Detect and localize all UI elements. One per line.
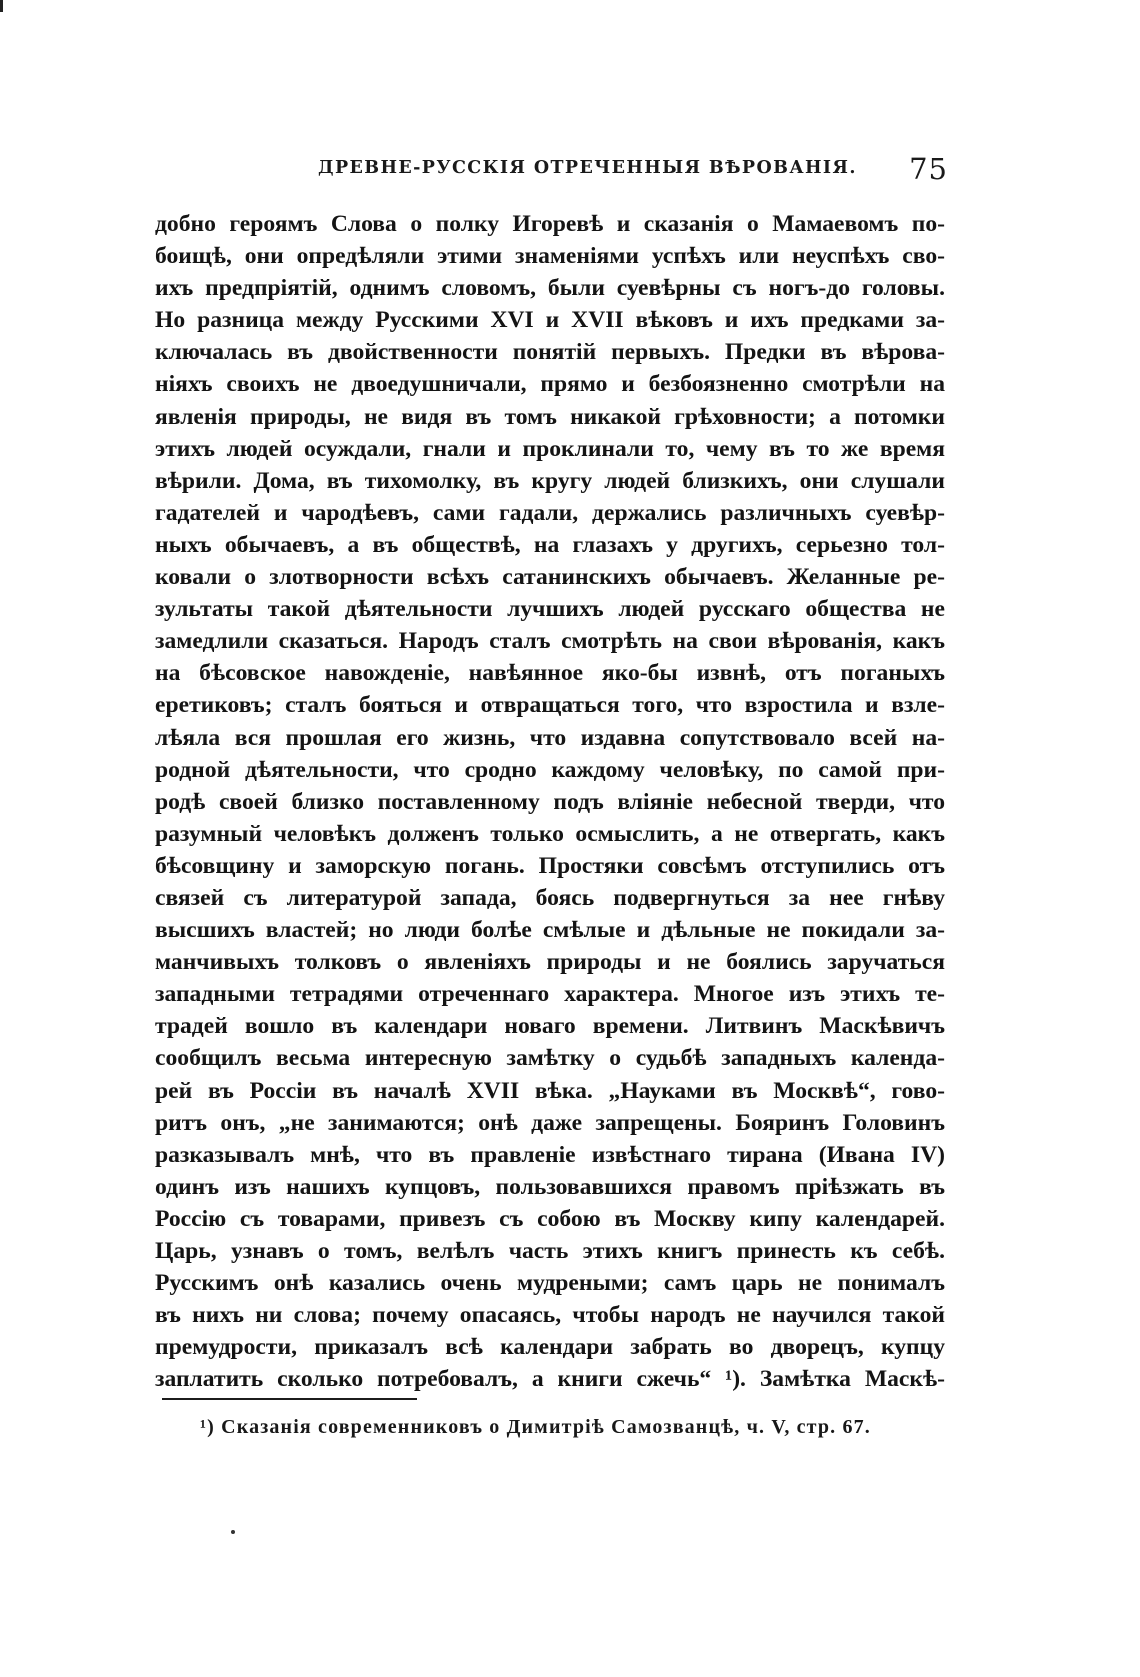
text-line: одинъ изъ нашихъ купцовъ, пользовавшихся правомъ пріѣзжать въ [155,1173,945,1200]
text-line: въ нихъ ни слова; почему опасаясь, чтобы народъ не научился такой [155,1302,945,1329]
text-line: боищѣ, они опредѣляли этими знаменіями успѣхъ или неуспѣхъ сво- [155,243,945,270]
text-line: Царь, узнавъ о томъ, велѣлъ часть этихъ книгъ принесть къ себѣ. [155,1238,945,1264]
text-line: ритъ онъ, „не занимаются; онѣ даже запрещены. Бояринъ Головинъ [155,1109,945,1136]
text-line: разумный человѣкъ долженъ только осмыслить, а не отвергать, какъ [155,820,945,847]
text-line: зультаты такой дѣятельности лучшихъ людей русскаго общества не [155,596,945,623]
text-line: ихъ предпріятій, однимъ словомъ, были суевѣрны съ ногъ-до головы. [155,275,945,302]
text-line: заплатить сколько потребовалъ, а книги сжечь“ ¹). Замѣтка Маскѣ- [155,1366,945,1393]
text-line: разказывалъ мнѣ, что въ правленіе извѣстнаго тирана (Ивана IV) [155,1141,945,1168]
text-line: связей съ литературой запада, боясь подвергнуться за нее гнѣву [155,884,945,911]
text-line: Но разница между Русскими XVI и XVII вѣковъ и ихъ предками за- [155,307,945,334]
text-line: гадателей и чародѣевъ, сами гадали, держались различныхъ суевѣр- [155,499,945,526]
text-line: Русскимъ онѣ казались очень мудреными; самъ царь не понималъ [155,1270,945,1297]
text-line: добно героямъ Слова о полку Игоревѣ и сказанія о Мамаевомъ по- [155,211,945,237]
text-line: родѣ своей близко поставленному подъ вліяніе небесной тверди, что [155,788,945,815]
text-line: рей въ Россіи въ началѣ XVII вѣка. „Науками въ Москвѣ“, гово- [155,1077,945,1104]
text-line: сообщилъ весьма интересную замѣтку о судьбѣ западныхъ календа- [155,1045,945,1072]
text-line: бѣсовщину и заморскую погань. Простяки совсѣмъ отступились отъ [155,852,945,879]
text-line: лѣяла вся прошлая его жизнь, что издавна сопутствовало всей на- [155,724,945,751]
text-line: ныхъ обычаевъ, а въ обществѣ, на глазахъ у другихъ, серьезно тол- [155,531,945,558]
text-line: премудрости, приказалъ всѣ календари забрать во дворецъ, купцу [155,1334,945,1361]
running-head-title: ДРЕВНЕ-РУССКІЯ ОТРЕЧЕННЫЯ ВѢРОВАНІЯ. [318,158,857,178]
text-line: замедлили сказаться. Народъ сталъ смотрѣть на свои вѣрованія, какъ [155,628,945,655]
text-line: высшихъ властей; но люди болѣе смѣлые и дѣльные не покидали за- [155,917,945,944]
text-line: западными тетрадями отреченнаго характера. Многое изъ этихъ те- [155,981,945,1008]
page-number: 75 [909,152,948,186]
text-line: родной дѣятельности, что сродно каждому человѣку, по самой при- [155,756,945,783]
text-line: ковали о злотворности всѣхъ сатанинскихъ обычаевъ. Желанные ре- [155,564,945,591]
text-line: ключалась въ двойственности понятій первыхъ. Предки въ вѣрова- [155,339,945,366]
text-line: ніяхъ своихъ не двоедушничали, прямо и безбоязненно смотрѣли на [155,371,945,398]
text-line: традей вошло въ календари новаго времени. Литвинъ Маскѣвичъ [155,1013,945,1040]
footnote: ¹) Сказанія современниковъ о Димитріѣ Самозванцѣ, ч. V, стр. 67. [200,1416,871,1438]
text-line: Россію съ товарами, привезъ съ собою въ Москву кипу календарей. [155,1205,945,1232]
text-line: на бѣсовское навожденіе, навѣянное яко-бы извнѣ, отъ поганыхъ [155,660,945,687]
text-line: манчивыхъ толковъ о явленіяхъ природы и не боялись заручаться [155,949,945,976]
text-line: еретиковъ; сталъ бояться и отвращаться того, что взростила и взле- [155,692,945,719]
text-line: этихъ людей осуждали, гнали и проклинали то, чему въ то же время [155,435,945,462]
text-line: явленія природы, не видя въ томъ никакой грѣховности; а потомки [155,403,945,430]
text-line: вѣрили. Дома, въ тихомолку, въ кругу людей близкихъ, они слушали [155,467,945,494]
